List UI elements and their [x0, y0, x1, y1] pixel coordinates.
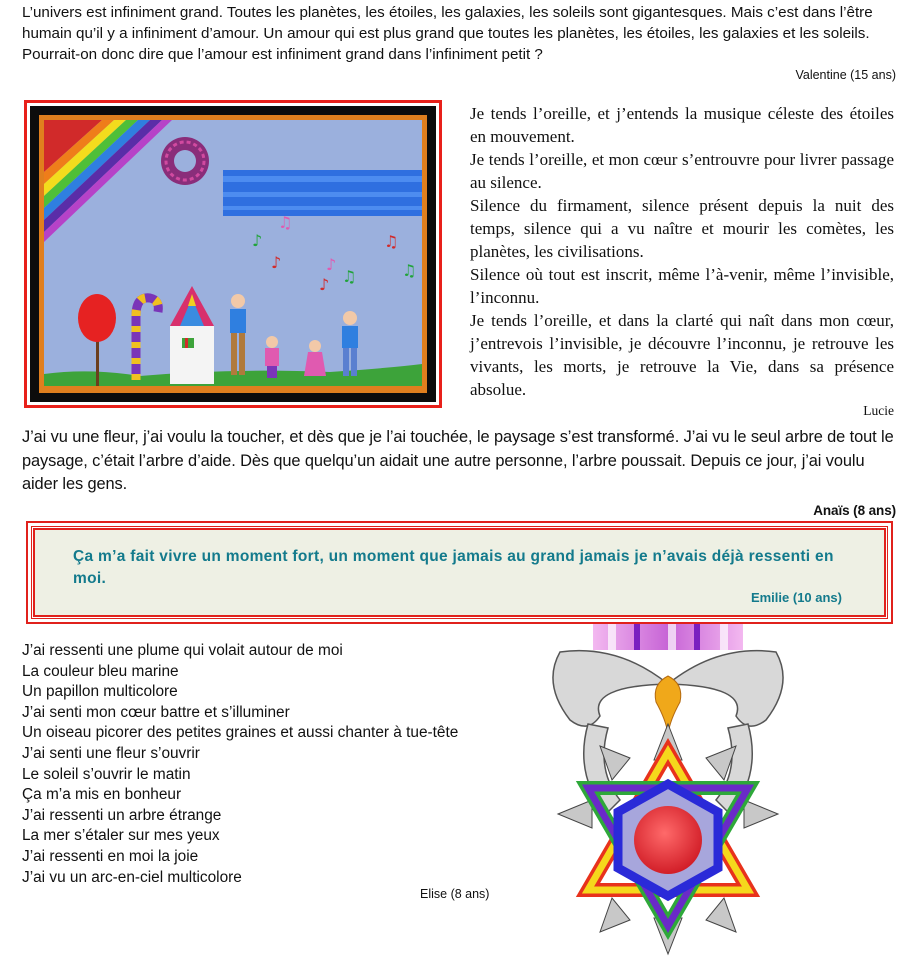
lucie-paragraph: Je tends l’oreille, et j’entends la musique céleste des étoiles en mouvement.: [470, 104, 894, 146]
poem-line: Un oiseau picorer des petites graines et aussi chanter à tue-tête: [22, 724, 459, 742]
children-painting: [30, 106, 436, 402]
children-painting-frame: [24, 100, 442, 408]
emilie-quote-text: Ça m’a fait vivre un moment fort, un moment que jamais au grand jamais je n’avais déjà ressenti en moi.: [73, 548, 834, 587]
lucie-paragraph: Je tends l’oreille, et dans la clarté qui naît dans mon cœur, j’entrevois l’invisible, je découvre l’inconnu, je retrouve les vivants, les morts, je retrouve la Vie, dans sa présence absolue.: [470, 311, 894, 399]
svg-text:♪: ♪: [326, 255, 337, 274]
elise-poem: [22, 641, 542, 888]
anais-signature: Anaïs (8 ans): [813, 502, 896, 518]
anais-paragraph: J’ai vu une fleur, j’ai voulu la toucher, et dès que je l’ai touchée, le paysage s’est transformé. J’ai vu le seul arbre de tout le paysage, c’était l’arbre d’aide. Dès que quelqu’un aidait une autre personne, l’arbre poussait. Depuis ce jour, j’ai voulu aider les gens.: [22, 428, 894, 493]
medal-red-circle: [634, 806, 702, 874]
painting-donut: [161, 137, 209, 185]
poem-line: J’ai ressenti en moi la joie: [22, 847, 199, 865]
poem-line: J’ai vu un arc-en-ciel multicolore: [22, 868, 242, 886]
medal-illustration: [548, 624, 848, 964]
svg-text:♫: ♫: [278, 213, 293, 232]
poem-line: Un papillon multicolore: [22, 683, 178, 701]
poem-line: La mer s’étaler sur mes yeux: [22, 827, 220, 845]
svg-text:♫: ♫: [402, 261, 417, 280]
lucie-signature: Lucie: [863, 403, 894, 418]
svg-text:♪: ♪: [319, 275, 330, 294]
svg-text:♪: ♪: [271, 253, 282, 272]
lucie-paragraph: Je tends l’oreille, et mon cœur s’entrouvre pour livrer passage au silence.: [470, 150, 894, 192]
lucie-paragraph: Silence où tout est inscrit, même l’à-venir, même l’invisible, l’inconnu.: [470, 265, 894, 307]
poem-line: La couleur bleu marine: [22, 662, 179, 680]
valentine-text-block: [22, 2, 896, 86]
lucie-text-block: [470, 102, 894, 421]
elise-signature: Elise (8 ans): [420, 887, 490, 901]
svg-text:♪: ♪: [252, 231, 263, 250]
anais-text-block: [22, 426, 896, 522]
lucie-paragraph: Silence du firmament, silence présent depuis la nuit des temps, silence qui a vu naître et mourir les comètes, les planètes, les civilisations.: [470, 196, 894, 261]
emilie-signature: Emilie (10 ans): [750, 590, 842, 605]
poem-line: J’ai ressenti une plume qui volait autour de moi: [22, 642, 343, 659]
poem-line: Le soleil s’ouvrir le matin: [22, 765, 191, 783]
svg-text:♫: ♫: [384, 232, 399, 251]
emilie-quote-box: [26, 521, 893, 624]
poem-line: J’ai senti mon cœur battre et s’illuminer: [22, 703, 290, 721]
poem-line: Ça m’a mis en bonheur: [22, 786, 182, 804]
valentine-paragraph: L’univers est infiniment grand. Toutes les planètes, les étoiles, les galaxies, les soleils sont gigantesques. Mais c’est dans l’être humain qu’il y a infiniment d’amour. Un amour qui est plus grand que toutes les planètes, les étoiles, les galaxies et les soleils. Pourrait-on donc dire que l’amour est infiniment grand dans l’infiniment petit ?: [22, 4, 873, 63]
valentine-signature: Valentine (15 ans): [795, 68, 896, 82]
poem-line: J’ai senti une fleur s’ouvrir: [22, 744, 200, 762]
svg-text:♫: ♫: [342, 267, 357, 286]
poem-line: J’ai ressenti un arbre étrange: [22, 806, 222, 824]
